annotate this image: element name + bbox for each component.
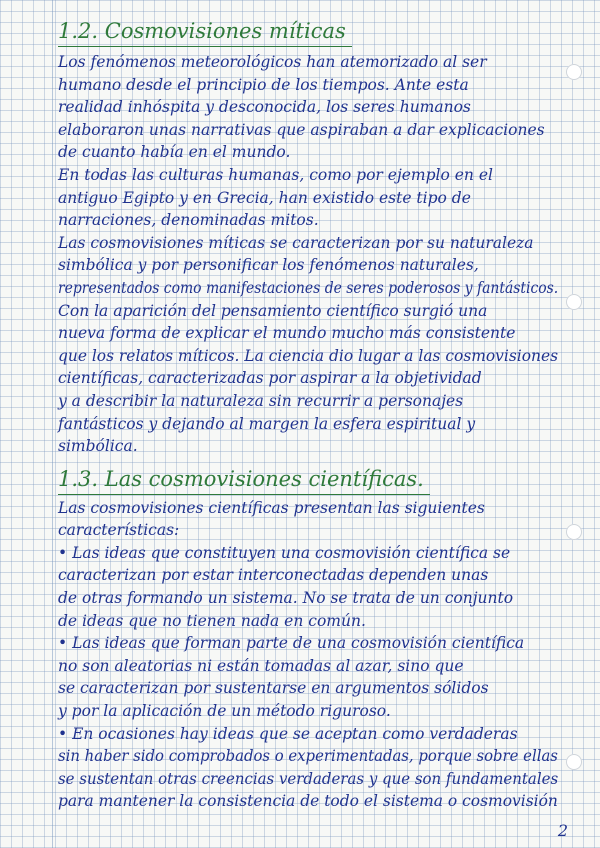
text-line: fantásticos y dejando al margen la esfera espiritual y xyxy=(58,414,476,433)
text-line: y a describir la naturaleza sin recurrir a personajes xyxy=(58,391,464,410)
binder-hole xyxy=(566,524,582,540)
text-line: caracterizan por estar interconectadas dependen unas xyxy=(58,566,489,585)
section-body-cientificas xyxy=(58,497,558,813)
text-line: Las cosmovisiones míticas se caracterizan por su naturaleza xyxy=(58,233,534,252)
text-line: Los fenómenos meteorológicos han atemorizado al ser xyxy=(58,53,487,71)
text-line: antiguo Egipto y en Grecia, han existido este tipo de xyxy=(58,188,471,207)
binder-hole xyxy=(566,294,582,310)
section-title-cosmovisiones-cientificas: 1.3. Las cosmovisiones científicas. xyxy=(58,464,430,495)
binder-hole xyxy=(566,754,582,770)
section-title-cosmovisiones-miticas: 1.2. Cosmovisiones míticas xyxy=(58,16,352,47)
text-line: En todas las culturas humanas, como por ejemplo en el xyxy=(58,165,493,184)
text-line: para mantener la consistencia de todo el sistema o cosmovisión xyxy=(58,792,558,811)
notebook-page xyxy=(58,16,558,813)
text-line: • Las ideas que forman parte de una cosmovisión científica xyxy=(58,634,525,653)
text-line: elaboraron unas narrativas que aspiraban a dar explicaciones xyxy=(58,120,545,139)
text-line: se caracterizan por sustentarse en argumentos sólidos xyxy=(58,679,489,698)
text-line: simbólica. xyxy=(58,437,138,456)
text-line: • Las ideas que constituyen una cosmovisión científica se xyxy=(58,543,511,562)
text-line: de cuanto había en el mundo. xyxy=(58,143,291,162)
margin-line xyxy=(52,0,53,848)
text-line: simbólica y por personificar los fenómenos naturales, xyxy=(58,256,479,275)
text-line: Con la aparición del pensamiento científico surgió una xyxy=(58,301,488,320)
text-line: se sustentan otras creencias verdaderas y que son fundamentales xyxy=(58,769,559,788)
text-line: no son aleatorias ni están tomadas al azar, sino que xyxy=(58,656,464,675)
binder-hole xyxy=(566,64,582,80)
text-line: científicas, caracterizadas por aspirar a la objetividad xyxy=(58,369,482,388)
text-line: humano desde el principio de los tiempos. Ante esta xyxy=(58,75,469,94)
text-line: de ideas que no tienen nada en común. xyxy=(58,611,366,630)
text-line: representados como manifestaciones de seres poderosos y fantásticos. xyxy=(58,278,559,297)
section-body-miticas xyxy=(58,51,558,458)
page-number: 2 xyxy=(557,821,568,840)
text-line: • En ocasiones hay ideas que se aceptan como verdaderas xyxy=(58,724,518,743)
text-line: y por la aplicación de un método riguroso. xyxy=(58,702,391,721)
text-line: que los relatos míticos. La ciencia dio lugar a las cosmovisiones xyxy=(58,346,559,365)
text-line: narraciones, denominadas mitos. xyxy=(58,211,319,230)
text-line: de otras formando un sistema. No se trata de un conjunto xyxy=(58,589,514,608)
text-line: nueva forma de explicar el mundo mucho más consistente xyxy=(58,324,516,343)
text-line: Las cosmovisiones científicas presentan las siguientes xyxy=(58,498,485,517)
text-line: sin haber sido comprobados o experimentadas, porque sobre ellas xyxy=(58,747,558,766)
text-line: realidad inhóspita y desconocida, los seres humanos xyxy=(58,98,471,117)
text-line: características: xyxy=(58,521,180,540)
